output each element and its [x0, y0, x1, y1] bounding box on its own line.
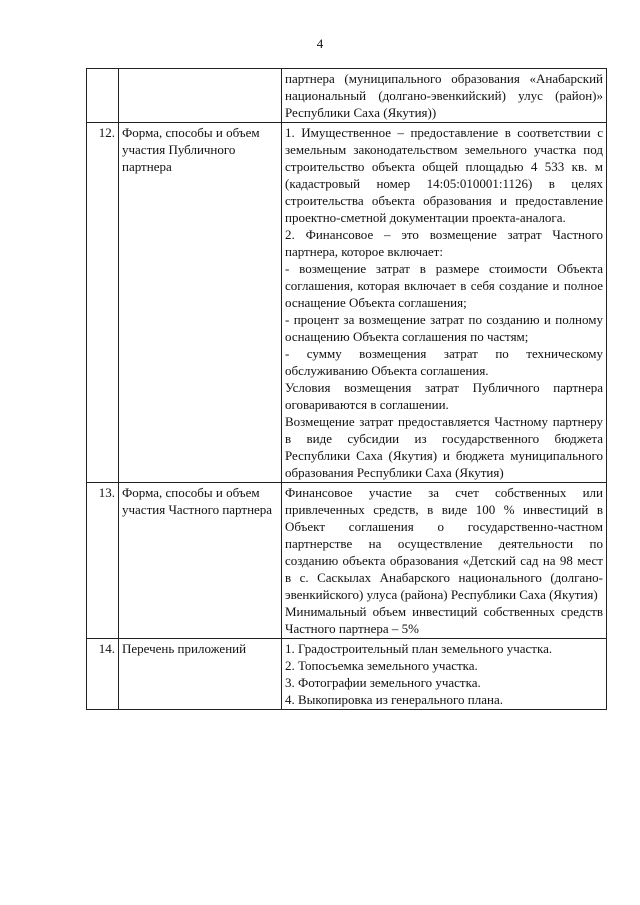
table-row [87, 69, 607, 123]
page-number: 4 [316, 36, 324, 51]
paragraph: 1. Имущественное – предоставление в соответствии с земельным законодательством земельного участка под строительство объекта общей площадью 4 533 кв. м (кадастровый номер 14:05:010001:1126) в целях строительства объекта образования и предоставление проектно-сметной документации проекта-аналога. [285, 125, 603, 225]
paragraph: Минимальный объем инвестиций собственных средств Частного партнера – 5% [285, 604, 603, 636]
paragraph: - сумму возмещения затрат по техническому обслуживанию Объекта соглашения. [285, 346, 603, 378]
row-value [282, 483, 607, 639]
paragraph: партнера (муниципального образования «Анабарский национальный (долгано-эвенкийский) улус (район)» Республики Саха (Якутия)) [285, 71, 603, 120]
paragraph: Возмещение затрат предоставляется Частному партнеру в виде субсидии из государственного бюджета Республики Саха (Якутия) и бюджета муниципального образования Республики Саха (Якутия) [285, 414, 603, 480]
row-name: Форма, способы и объем участия Публичного партнера [119, 123, 282, 483]
list-item: 2. Топосъемка земельного участка. [285, 658, 478, 673]
row-number: 12. [87, 123, 119, 483]
paragraph: 2. Финансовое – это возмещение затрат Частного партнера, которое включает: [285, 227, 603, 259]
paragraph: - возмещение затрат в размере стоимости Объекта соглашения, которая включает в себя создание и полное оснащение Объекта соглашения; [285, 261, 603, 310]
document-table [86, 68, 607, 710]
list-item: 4. Выкопировка из генерального плана. [285, 692, 503, 707]
paragraph: Финансовое участие за счет собственных или привлеченных средств, в виде 100 % инвестиций в Объект соглашения о государственно-частном партнерстве на осуществление деятельности по созданию объекта образования «Детский сад на 98 мест в с. Саскылах Анабарского национального (долгано-эвенкийского) улуса (района) Республики Саха (Якутия) [285, 485, 603, 602]
list-item: 1. Градостроительный план земельного участка. [285, 641, 553, 656]
row-name [119, 69, 282, 123]
table-row [87, 123, 607, 483]
attachments-list [282, 639, 607, 710]
row-number: 14. [87, 639, 119, 710]
table-row [87, 639, 607, 710]
row-value [282, 69, 607, 123]
row-name: Форма, способы и объем участия Частного партнера [119, 483, 282, 639]
row-number [87, 69, 119, 123]
paragraph: - процент за возмещение затрат по созданию и полному оснащению Объекта соглашения по частям; [285, 312, 603, 344]
paragraph: Условия возмещения затрат Публичного партнера оговариваются в соглашении. [285, 380, 603, 412]
list-item: 3. Фотографии земельного участка. [285, 675, 481, 690]
row-value [282, 123, 607, 483]
row-name: Перечень приложений [119, 639, 282, 710]
table-row [87, 483, 607, 639]
row-number: 13. [87, 483, 119, 639]
